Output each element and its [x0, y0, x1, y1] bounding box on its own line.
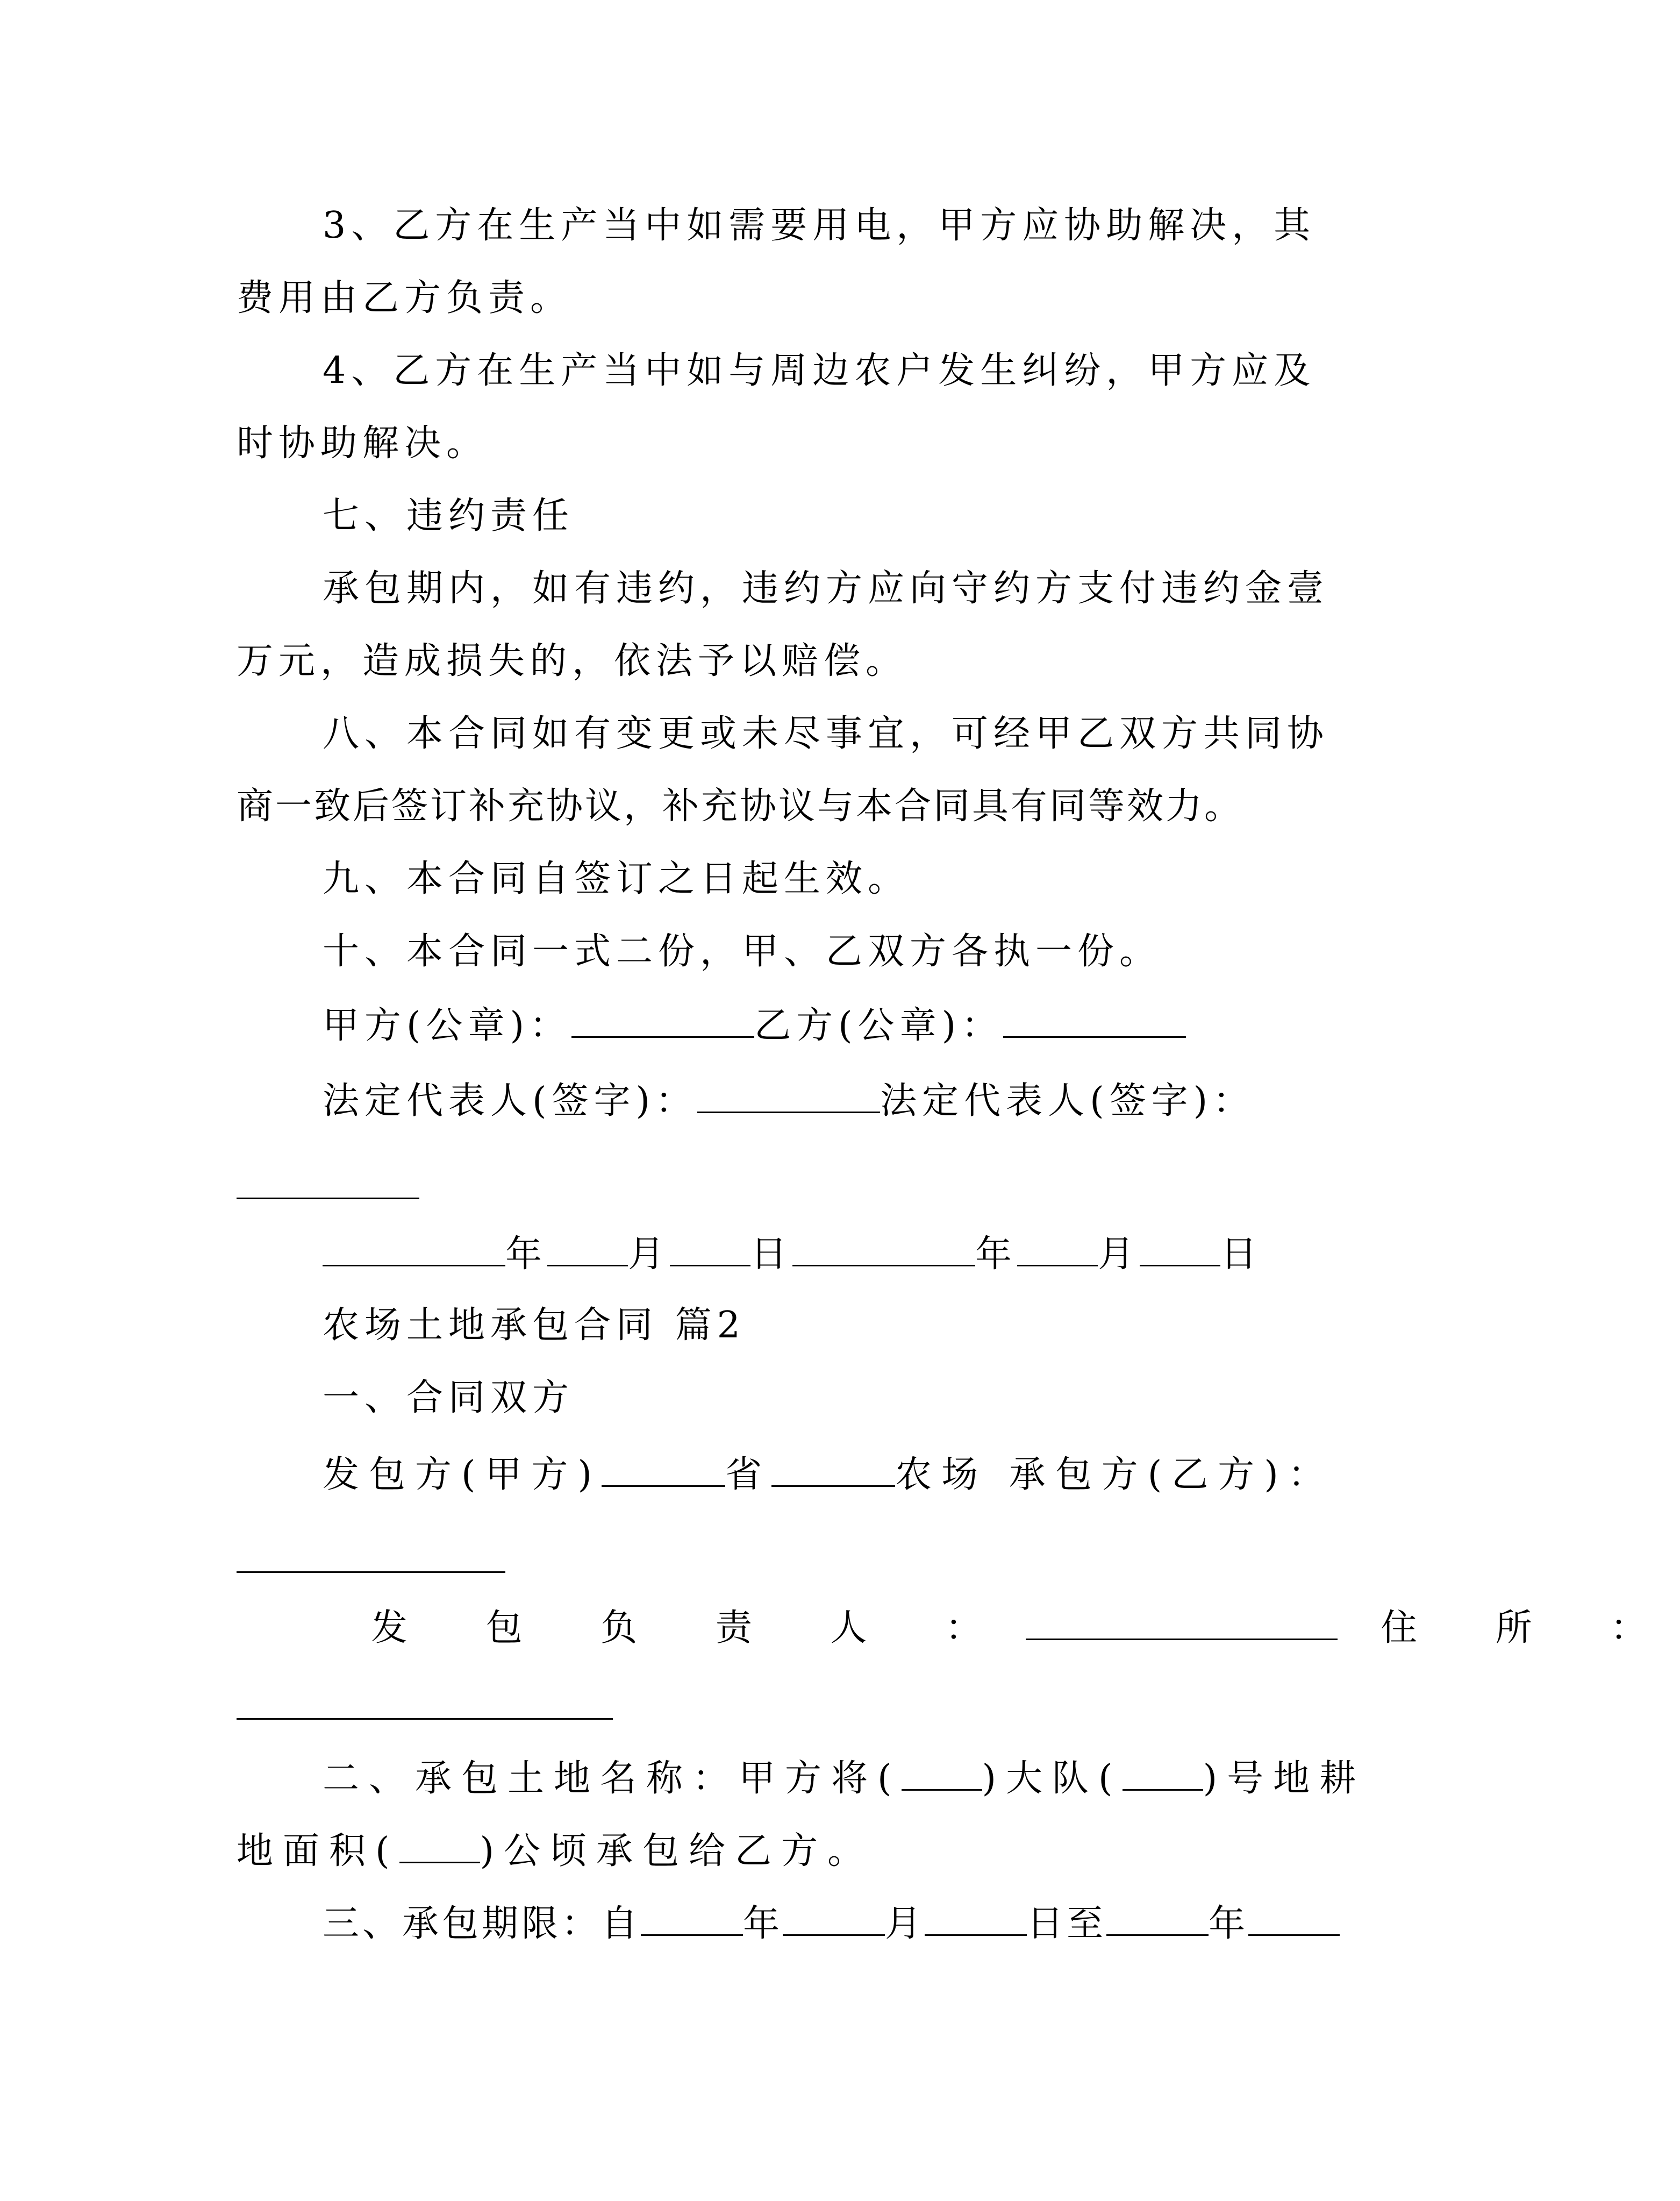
issuer-person-label: 发 包 负 责 人 ： — [371, 1607, 1016, 1649]
date-b-year: 年 — [975, 1233, 1018, 1276]
end-year-label: 年 — [1209, 1903, 1249, 1945]
section-8-line-2: 商一致后签订补充协议，补充协议与本合同具有同等效力。 — [237, 785, 1243, 828]
date-a-day: 日 — [750, 1233, 793, 1276]
section-10: 十、本合同一式二份，甲、乙双方各执一份。 — [323, 930, 1162, 973]
party-a-seal-label: 甲方(公章)： — [323, 1005, 572, 1047]
date-b-year-blank[interactable] — [792, 1231, 975, 1266]
end-year-blank[interactable] — [1106, 1901, 1209, 1936]
start-year-blank[interactable] — [641, 1901, 743, 1936]
plot-number-blank[interactable] — [1123, 1756, 1203, 1791]
section-8-line-1: 八、本合同如有变更或未尽事宜，可经甲乙双方共同协 — [323, 713, 1329, 755]
farm-blank[interactable] — [771, 1452, 895, 1487]
address-blank[interactable] — [237, 1718, 613, 1720]
section-2-text-e: )公顷承包给乙方。 — [480, 1830, 874, 1872]
province-label: 省 — [725, 1454, 772, 1496]
start-day-blank[interactable] — [925, 1901, 1027, 1936]
start-month-blank[interactable] — [783, 1901, 885, 1936]
start-year-label: 年 — [743, 1903, 783, 1945]
rep-b-label: 法定代表人(签字)： — [880, 1080, 1255, 1122]
parties-line — [323, 1452, 1334, 1497]
section-9: 九、本合同自签订之日起生效。 — [323, 858, 910, 900]
date-a-month-blank[interactable] — [547, 1231, 628, 1266]
party-a-seal-blank[interactable] — [571, 1003, 754, 1038]
section-2-text-d: 地面积( — [237, 1830, 399, 1872]
rep-a-label: 法定代表人(签字)： — [323, 1080, 698, 1122]
rep-b-blank[interactable] — [237, 1198, 419, 1199]
contractor-blank[interactable] — [237, 1571, 505, 1573]
section-2-line-1 — [323, 1756, 1366, 1800]
date-b-month: 月 — [1098, 1233, 1140, 1276]
section-2-text-b: )大队( — [982, 1757, 1123, 1800]
address-label: 住 所 ： — [1381, 1607, 1680, 1649]
date-b-month-blank[interactable] — [1017, 1231, 1098, 1266]
date-a-day-blank[interactable] — [670, 1231, 750, 1266]
day-to-label: 日至 — [1027, 1903, 1107, 1945]
section-3-line — [323, 1901, 1340, 1946]
section-2-text-c: )号地耕 — [1203, 1757, 1366, 1800]
clause-4-line-1: 4、乙方在生产当中如与周边农户发生纠纷，甲方应及 — [323, 350, 1316, 392]
clause-3-line-2: 费用由乙方负责。 — [237, 277, 573, 319]
representative-line — [323, 1078, 1255, 1123]
area-blank[interactable] — [399, 1828, 480, 1863]
issuer-label: 发包方(甲方) — [323, 1454, 602, 1496]
part-2-section-1-heading: 一、合同双方 — [323, 1377, 575, 1419]
contractor-label: 承包方(乙方)： — [1009, 1454, 1334, 1496]
rep-a-blank[interactable] — [697, 1078, 880, 1113]
date-a-year-blank[interactable] — [323, 1231, 505, 1266]
issuer-person-blank[interactable] — [1026, 1605, 1338, 1640]
signature-date-line — [323, 1231, 1262, 1276]
brigade-blank[interactable] — [902, 1756, 982, 1791]
section-7-heading: 七、违约责任 — [323, 495, 575, 537]
province-blank[interactable] — [602, 1452, 725, 1487]
date-b-day: 日 — [1220, 1233, 1263, 1276]
section-7-line-2: 万元，造成损失的，依法予以赔偿。 — [237, 640, 908, 682]
section-2-line-2 — [237, 1828, 874, 1873]
end-month-blank[interactable] — [1248, 1901, 1340, 1936]
clause-3-line-1: 3、乙方在生产当中如需要用电，甲方应协助解决，其 — [323, 204, 1316, 247]
party-b-seal-label: 乙方(公章)： — [754, 1005, 1004, 1047]
clause-4-line-2: 时协助解决。 — [237, 422, 489, 465]
section-7-line-1: 承包期内，如有违约，违约方应向守约方支付违约金壹 — [323, 567, 1329, 610]
date-a-month: 月 — [628, 1233, 670, 1276]
section-2-text-a: 二、承包土地名称：甲方将( — [323, 1757, 902, 1800]
part-2-title: 农场土地承包合同 篇2 — [323, 1304, 746, 1347]
date-b-day-blank[interactable] — [1140, 1231, 1220, 1266]
party-b-seal-blank[interactable] — [1003, 1003, 1186, 1038]
seal-line — [323, 1003, 1186, 1048]
date-a-year: 年 — [505, 1233, 548, 1276]
section-3-label: 三、承包期限：自 — [323, 1903, 641, 1945]
issuer-person-line — [371, 1605, 1680, 1650]
farm-label: 农场 — [895, 1454, 988, 1496]
start-month-label: 月 — [885, 1903, 925, 1945]
